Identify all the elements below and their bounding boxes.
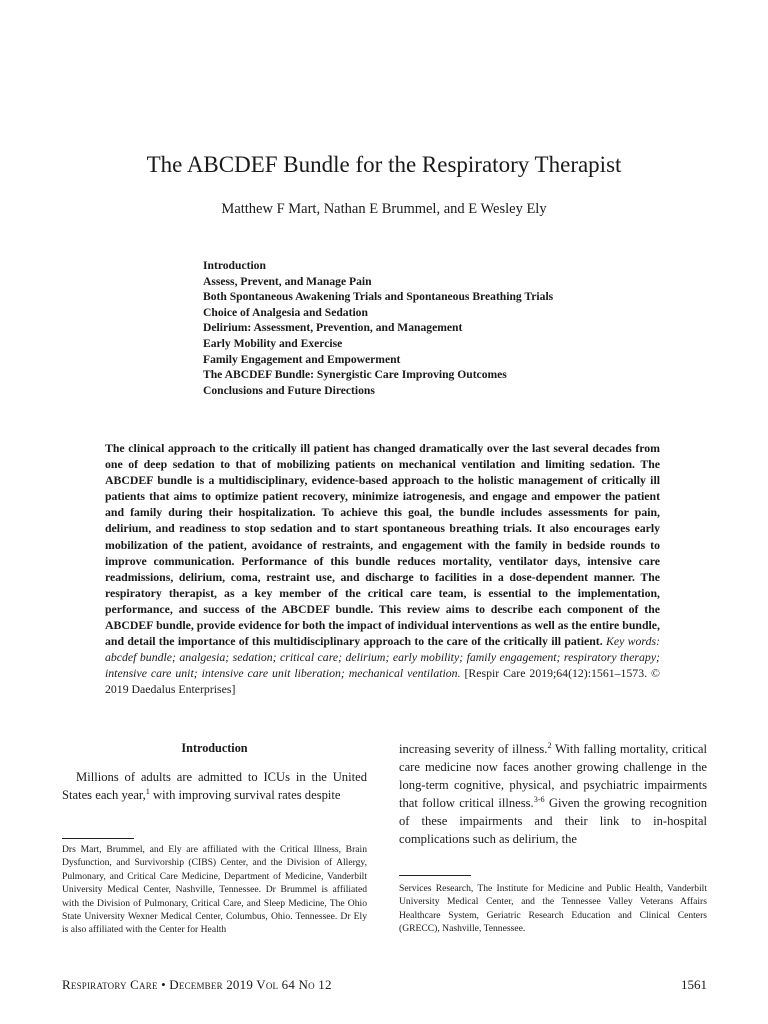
citation: [Respir Care 2019;64(12):1561–1573. © 2019 Daedalus Enterprises]	[105, 666, 660, 697]
reference-superscript: 1	[145, 786, 150, 796]
page-number: 1561	[681, 977, 707, 992]
toc-item: Conclusions and Future Directions	[203, 383, 375, 397]
toc-item: Introduction	[203, 259, 266, 272]
body-text: Millions of adults are admitted to ICUs in the United States each year,	[62, 770, 367, 802]
toc-item: Delirium: Assessment, Prevention, and Management	[203, 321, 463, 335]
reference-superscript: 3-6	[533, 794, 545, 804]
body-text: Given the growing recognition of these impairments and their link to in-hospital complications such as delirium, the	[399, 796, 707, 846]
abstract-body: The clinical approach to the critically ill patient has changed dramatically over the last several decades from one of deep sedation to that of mobilizing patients on mechanical ventilation and limiting sedation. The ABCDEF bundle is a multidisciplinary, evidence-based approach to the holistic management of critically ill patients that aims to optimize patient recovery, minimize iatrogenesis, and engage and empower the patient and family during their hospitalization. To achieve this goal, the bundle includes assessments for pain, delirium, and readiness to stop sedation and to start spontaneous breathing trials. It also encourages early mobilization of the patient, avoidance of restraints, and engagement with the family in bedside rounds to improve communication. Performance of this bundle reduces mortality, ventilator days, intensive care readmissions, delirium, coma, restraint use, and discharge to facilities in a dose-dependent manner. The respiratory therapist, as a key member of the critical care team, is essential to the implementation, performance, and success of the ABCDEF bundle. This review aims to describe each component of the ABCDEF bundle, provide evidence for both the impact of individual interventions as well as the entire bundle, and detail the importance of this multidisciplinary approach to the care of the critically ill patient.	[105, 441, 660, 649]
toc-item: The ABCDEF Bundle: Synergistic Care Improving Outcomes	[203, 368, 507, 382]
article-title: The ABCDEF Bundle for the Respiratory Therapist	[146, 152, 622, 177]
toc-item: Choice of Analgesia and Sedation	[203, 305, 368, 319]
abstract	[105, 440, 660, 698]
author-list: Matthew F Mart, Nathan E Brummel, and E Wesley Ely	[221, 201, 547, 217]
journal-footer: Respiratory Care • December 2019 Vol 64 No 12	[62, 977, 332, 992]
body-paragraph-left	[62, 768, 367, 804]
toc-item: Family Engagement and Empowerment	[203, 352, 401, 366]
body-text: increasing severity of illness.	[399, 742, 548, 756]
body-paragraph-right	[399, 740, 707, 848]
affiliation-footnote-right: Services Research, The Institute for Medicine and Public Health, Vanderbilt University Medical Center, and the Tennessee Valley Veterans Affairs Healthcare System, Geriatric Research Education and Clinical Centers (GRECC), Nashville, Tennessee.	[399, 883, 707, 935]
toc-item: Both Spontaneous Awakening Trials and Spontaneous Breathing Trials	[203, 290, 554, 304]
body-text: with improving survival rates despite	[149, 788, 341, 802]
toc-item: Early Mobility and Exercise	[203, 336, 343, 350]
abstract-keywords: Key words: abcdef bundle; analgesia; sedation; critical care; delirium; early mobility; family engagement; respiratory therapy; intensive care unit; intensive care unit liberation; mechanical ventilation.	[105, 634, 660, 681]
body-text: With falling mortality, critical care medicine now faces another growing challenge in the long-term cognitive, physical, and psychiatric impairments that follow critical illness.	[399, 742, 708, 810]
affiliation-footnote-left: Drs Mart, Brummel, and Ely are affiliated with the Critical Illness, Brain Dysfunction, and Survivorship (CIBS) Center, and the Division of Allergy, Pulmonary, and Critical Care Medicine, Department of Medicine, Vanderbilt University Medical Center, Nashville, Tennessee. Dr Brummel is affiliated with the Division of Pulmonary, Critical Care, and Sleep Medicine, The Ohio State University Wexner Medical Center, Columbus, Ohio. Tennessee. Dr Ely is also affiliated with the Center for Health	[62, 844, 367, 936]
footnote-divider	[62, 838, 134, 839]
toc-item: Assess, Prevent, and Manage Pain	[203, 274, 372, 288]
footnote-divider	[399, 875, 471, 876]
reference-superscript: 2	[547, 740, 552, 750]
table-of-contents	[203, 258, 683, 398]
section-heading-introduction: Introduction	[181, 741, 248, 755]
